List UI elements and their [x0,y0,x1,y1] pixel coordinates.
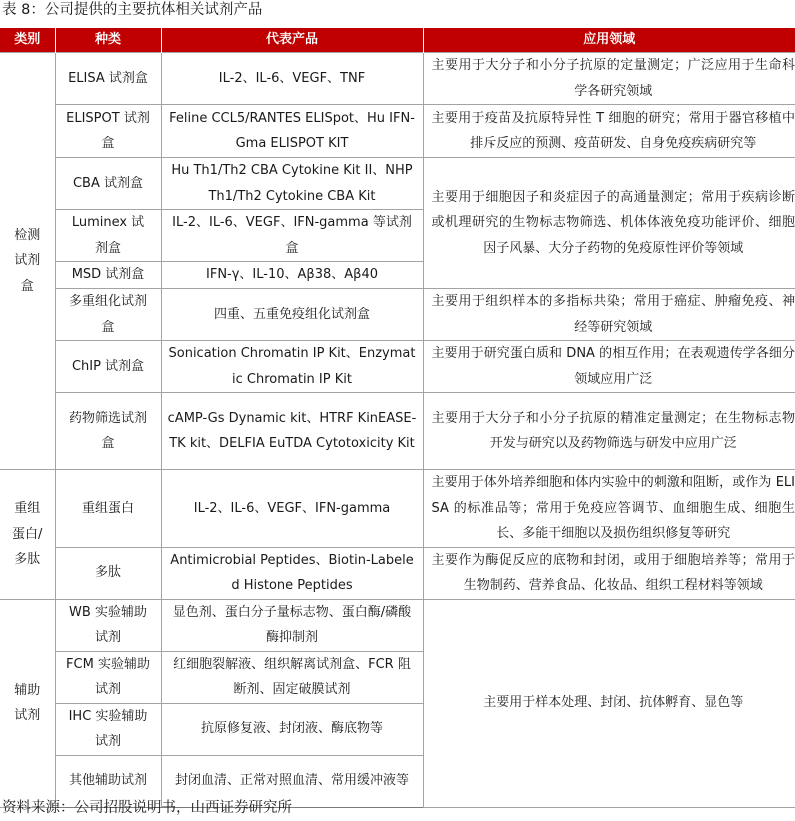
application-cell: 主要用于疫苗及抗原特异性 T 细胞的研究；常用于器官移植中排斥反应的预测、疫苗研发、自身免疫疾病研究等 [423,105,795,158]
table-caption: 表 8：公司提供的主要抗体相关试剂产品 [2,2,263,18]
application-cell: 主要用于大分子和小分子抗原的精准定量测定；在生物标志物开发与研究以及药物筛选与研发中应用广泛 [423,393,795,470]
products-cell: 抗原修复液、封闭液、酶底物等 [161,703,423,755]
kind-cell: ELISPOT 试剂盒 [55,105,161,158]
products-cell: Hu Th1/Th2 CBA Cytokine Kit II、NHP Th1/Th2 Cytokine CBA Kit [161,158,423,210]
table-row [0,289,795,341]
antibody-reagent-table [0,28,795,808]
products-cell: 红细胞裂解液、组织解离试剂盒、FCR 阻断剂、固定破膜试剂 [161,651,423,703]
kind-cell: 重组蛋白 [55,470,161,548]
table-row [0,105,795,158]
application-cell: 主要用于细胞因子和炎症因子的高通量测定；常用于疾病诊断或机理研究的生物标志物筛选、机体体液免疫功能评价、细胞因子风暴、大分子药物的免疫原性评价等领域 [423,158,795,289]
products-cell: IL-2、IL-6、VEGF、IFN-gamma 等试剂盒 [161,210,423,262]
products-cell: IL-2、IL-6、VEGF、TNF [161,53,423,105]
table-row [0,158,795,210]
kind-cell: MSD 试剂盒 [55,262,161,289]
table-row [0,341,795,393]
table-header-row [0,28,795,53]
products-cell: 四重、五重免疫组化试剂盒 [161,289,423,341]
category-cell: 检测试剂盒 [0,53,55,470]
kind-cell: CBA 试剂盒 [55,158,161,210]
kind-cell: 多肽 [55,547,161,599]
kind-cell: 药物筛选试剂盒 [55,393,161,470]
category-cell: 辅助试剂 [0,599,55,807]
products-cell: cAMP-Gs Dynamic kit、HTRF KinEASE-TK kit、DELFIA EuTDA Cytotoxicity Kit [161,393,423,470]
application-cell: 主要用于大分子和小分子抗原的定量测定；广泛应用于生命科学各研究领域 [423,53,795,105]
kind-cell: ChIP 试剂盒 [55,341,161,393]
application-cell: 主要用于样本处理、封闭、抗体孵育、显色等 [423,599,795,807]
table-row [0,547,795,599]
kind-cell: ELISA 试剂盒 [55,53,161,105]
header-category: 类别 [0,28,55,53]
table-row [0,470,795,548]
kind-cell: Luminex 试剂盒 [55,210,161,262]
source-note: 资料来源：公司招股说明书，山西证券研究所 [2,800,292,816]
table-row [0,599,795,651]
kind-cell: WB 实验辅助试剂 [55,599,161,651]
header-kind: 种类 [55,28,161,53]
products-cell: Sonication Chromatin IP Kit、Enzymatic Chromatin IP Kit [161,341,423,393]
products-cell: IFN-γ、IL-10、Aβ38、Aβ40 [161,262,423,289]
application-cell: 主要用于组织样本的多指标共染；常用于癌症、肿瘤免疫、神经等研究领域 [423,289,795,341]
products-cell: IL-2、IL-6、VEGF、IFN-gamma [161,470,423,548]
products-cell: 封闭血清、正常对照血清、常用缓冲液等 [161,755,423,807]
products-cell: Antimicrobial Peptides、Biotin-Labeled Histone Peptides [161,547,423,599]
table-row [0,53,795,105]
kind-cell: FCM 实验辅助试剂 [55,651,161,703]
products-cell: 显色剂、蛋白分子量标志物、蛋白酶/磷酸酶抑制剂 [161,599,423,651]
kind-cell: 其他辅助试剂 [55,755,161,807]
category-cell: 重组蛋白/多肽 [0,470,55,600]
application-cell: 主要用于研究蛋白质和 DNA 的相互作用；在表观遗传学各细分领域应用广泛 [423,341,795,393]
products-cell: Feline CCL5/RANTES ELISpot、Hu IFN-Gma ELISPOT KIT [161,105,423,158]
application-cell: 主要用于体外培养细胞和体内实验中的刺激和阻断，或作为 ELISA 的标准品等；常用于免疫应答调节、血细胞生成、细胞生长、多能干细胞以及损伤组织修复等研究 [423,470,795,548]
header-products: 代表产品 [161,28,423,53]
application-cell: 主要作为酶促反应的底物和封闭，或用于细胞培养等；常用于生物制药、营养食品、化妆品、组织工程材料等领域 [423,547,795,599]
header-application: 应用领域 [423,28,795,53]
kind-cell: 多重组化试剂盒 [55,289,161,341]
table-row [0,393,795,470]
kind-cell: IHC 实验辅助试剂 [55,703,161,755]
